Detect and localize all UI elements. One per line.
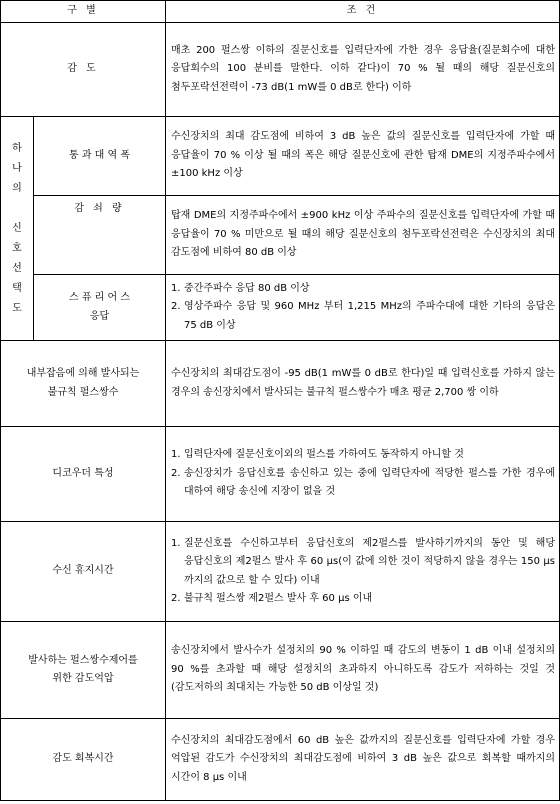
label-recovery: 감도 회복시간 (1, 719, 166, 801)
label-decoder: 디코우더 특성 (1, 427, 166, 522)
label-internal-noise (1, 341, 166, 427)
row-pulse-control (1, 622, 560, 719)
text-pulse-control: 송신장치에서 발사수가 설정치의 90 % 이하일 때 감도의 변동이 1 dB 이내 설정치의 90 %를 초과할 때 해당 설정치의 초과하지 아니하도록 감도가 저하하는 것일 것(감도저하의 최대치는 가능한 50 dB 이상일 것) (166, 622, 560, 719)
row-decoder (1, 427, 560, 522)
list-number: 1. (171, 449, 181, 461)
list-item: 2. 영상주파수 응답 및 960 MHz 부터 1,215 MHz의 주파수대에 대한 기타의 응답은 75 dB 이상 (171, 298, 555, 335)
selectivity-vertical-label: 하 나 의 신 호 선 택 도 (12, 142, 22, 314)
label-passband: 통 과 대 역 폭 (34, 117, 166, 196)
label-internal-noise-line2: 불규칙 펄스쌍수 (47, 386, 119, 398)
list-item: 1. 질문신호를 수신하고부터 응답신호의 제2펄스를 발사하기까지의 동안 및 해당 응답신호의 제2펄스 발사 후 60 μs(이 값에 의한 것이 적당하지 않을 경우는 150 μs 까지의 값으로 할 수 있다) 이내 (171, 535, 555, 591)
header-row (1, 1, 560, 23)
label-spurious-line2: 응답 (89, 310, 110, 322)
list-item: 1. 입력단자에 질문신호이외의 펄스를 가하여도 동작하지 아니할 것 (171, 446, 555, 465)
label-spurious (34, 275, 166, 341)
list-number: 2. (171, 301, 181, 313)
row-dead-time (1, 522, 560, 622)
row-recovery (1, 719, 560, 801)
row-internal-noise (1, 341, 560, 427)
text-dead-time (166, 522, 560, 622)
text-passband: 수신장치의 최대 감도점에 비하여 3 dB 높은 값의 질문신호를 입력단자에 가할 때 응답율이 70 % 이상 될 때의 폭은 해당 질문신호에 관한 탑재 DME의 지정주파수에서 ±100 kHz 이상 (166, 117, 560, 196)
text-decoder (166, 427, 560, 522)
label-spurious-line1: 스 퓨 리 어 스 (68, 292, 130, 303)
label-sensitivity: 감 도 (1, 23, 166, 117)
list-item: 2. 송신장치가 응답신호를 송신하고 있는 중에 입력단자에 적당한 펄스를 가한 경우에 대하여 해당 송신에 지장이 없을 것 (171, 465, 555, 502)
row-attenuation (1, 196, 560, 275)
text-attenuation: 탑재 DME의 지정주파수에서 ±900 kHz 이상 주파수의 질문신호를 입력단자에 가할 때 응답율이 70 % 미만으로 될 때의 해당 질문신호의 첨두포락선전력은 수신장치의 최대 감도점에 비하여 80 dB 이상 (166, 196, 560, 275)
list-number: 1. (171, 282, 181, 294)
text-spurious (166, 275, 560, 341)
list-number: 2. (171, 467, 181, 479)
list-number: 2. (171, 593, 181, 604)
list-item: 2. 불규칙 펄스쌍 제2펄스 발사 후 60 μs 이내 (171, 590, 555, 609)
row-passband (1, 117, 560, 196)
label-attenuation: 감 쇠 량 (34, 196, 166, 275)
row-sensitivity (1, 23, 560, 117)
header-condition: 조 건 (166, 1, 560, 23)
label-pulse-control-line1: 발사하는 펄스쌍수제어를 (28, 654, 138, 666)
label-dead-time: 수신 휴지시간 (1, 522, 166, 622)
label-pulse-control-line2: 위한 감도억압 (52, 673, 114, 684)
label-pulse-control (1, 622, 166, 719)
header-category: 구 별 (1, 1, 166, 23)
list-number: 1. (171, 537, 181, 549)
row-spurious (1, 275, 560, 341)
list-item: 1. 중간주파수 응답 80 dB 이상 (171, 280, 555, 299)
label-selectivity-group (1, 117, 34, 341)
text-sensitivity: 매초 200 펄스쌍 이하의 질문신호를 입력단자에 가한 경우 응답율(질문회수에 대한 응답회수의 100 분비를 말한다. 이하 같다)이 70 % 될 때의 해당 질문신호의 첨두포락선전력이 -73 dB(1 mW를 0 dB로 한다) 이하 (166, 23, 560, 117)
text-internal-noise: 수신장치의 최대감도점이 -95 dB(1 mW를 0 dB로 한다)일 때 입력신호를 가하지 않는 경우의 송신장치에서 발사되는 불규칙 펄스쌍수가 매초 평균 2,700 쌍 이하 (166, 341, 560, 427)
label-internal-noise-line1: 내부잡음에 의해 발사되는 (26, 368, 140, 379)
text-recovery: 수신장치의 최대감도점에서 60 dB 높은 값까지의 질문신호를 입력단자에 가할 경우 억압된 감도가 수신장치의 최대감도점에 비하여 3 dB 높은 값으로 회복할 때까지의 시간이 8 μs 이내 (166, 719, 560, 801)
